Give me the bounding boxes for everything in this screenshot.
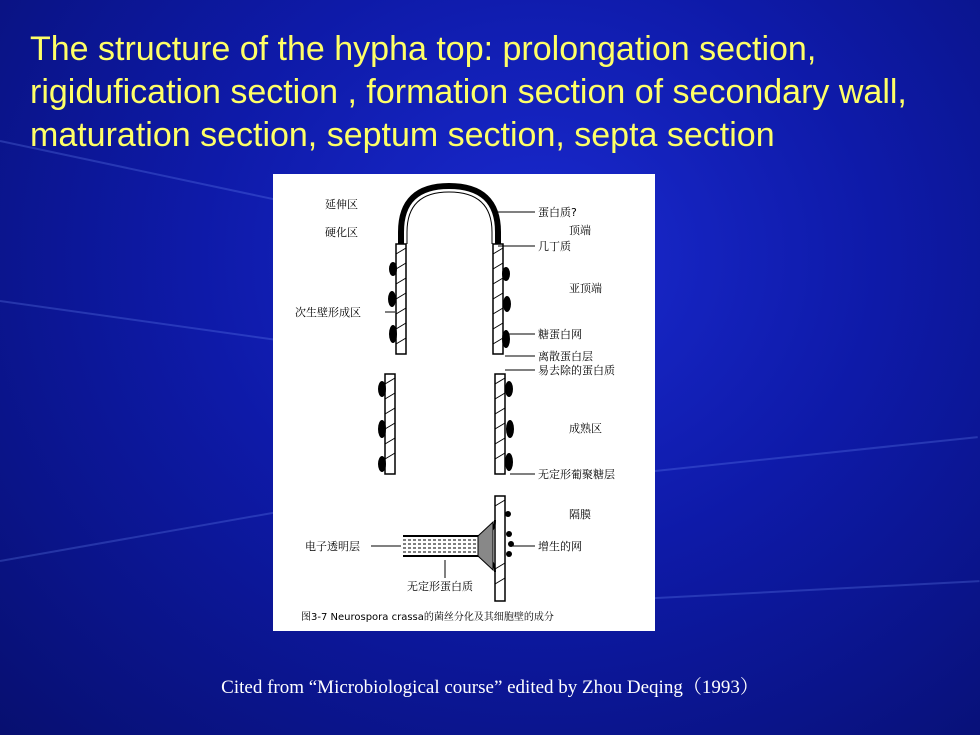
label-subapex: 亚顶端 bbox=[569, 282, 602, 295]
label-apex: 顶端 bbox=[569, 224, 591, 237]
label-secondary-wall-zone: 次生壁形成区 bbox=[295, 306, 361, 319]
right-wall-middle bbox=[495, 374, 514, 474]
label-extension-zone: 延伸区 bbox=[325, 198, 358, 211]
label-protein: 蛋白质? bbox=[538, 206, 577, 219]
label-electron-transparent-layer: 电子透明层 bbox=[305, 540, 360, 553]
citation: Cited from “Microbiological course” edited by Zhou Deqing（1993） bbox=[221, 677, 759, 698]
label-amorphous-protein: 无定形蛋白质 bbox=[407, 580, 473, 593]
hypha-structure-figure bbox=[273, 174, 655, 631]
left-wall-upper bbox=[388, 244, 406, 354]
label-discrete-protein-layer: 离散蛋白层 bbox=[538, 350, 593, 363]
label-glycoprotein-net: 糖蛋白网 bbox=[538, 328, 582, 341]
hypha-apex-dome bbox=[401, 186, 498, 244]
hypha-diagram bbox=[273, 174, 655, 631]
label-amorphous-glucan-layer: 无定形葡聚糖层 bbox=[538, 468, 615, 481]
label-hardening-zone: 硬化区 bbox=[325, 226, 358, 239]
label-chitin: 几丁质 bbox=[538, 240, 571, 253]
label-maturation-zone: 成熟区 bbox=[569, 422, 602, 435]
slide-title: The structure of the hypha top: prolongation section, rigidufication section , formation section of secondary wall, maturation section, septum section, septa section bbox=[30, 30, 907, 154]
label-removable-protein: 易去除的蛋白质 bbox=[538, 364, 615, 377]
label-septum: 隔膜 bbox=[569, 508, 591, 521]
right-wall-upper bbox=[493, 244, 511, 354]
label-proliferating-net: 增生的网 bbox=[538, 540, 582, 553]
figure-caption: 图3-7 Neurospora crassa的菌丝分化及其细胞壁的成分 bbox=[301, 612, 554, 623]
left-wall-middle bbox=[378, 374, 395, 474]
